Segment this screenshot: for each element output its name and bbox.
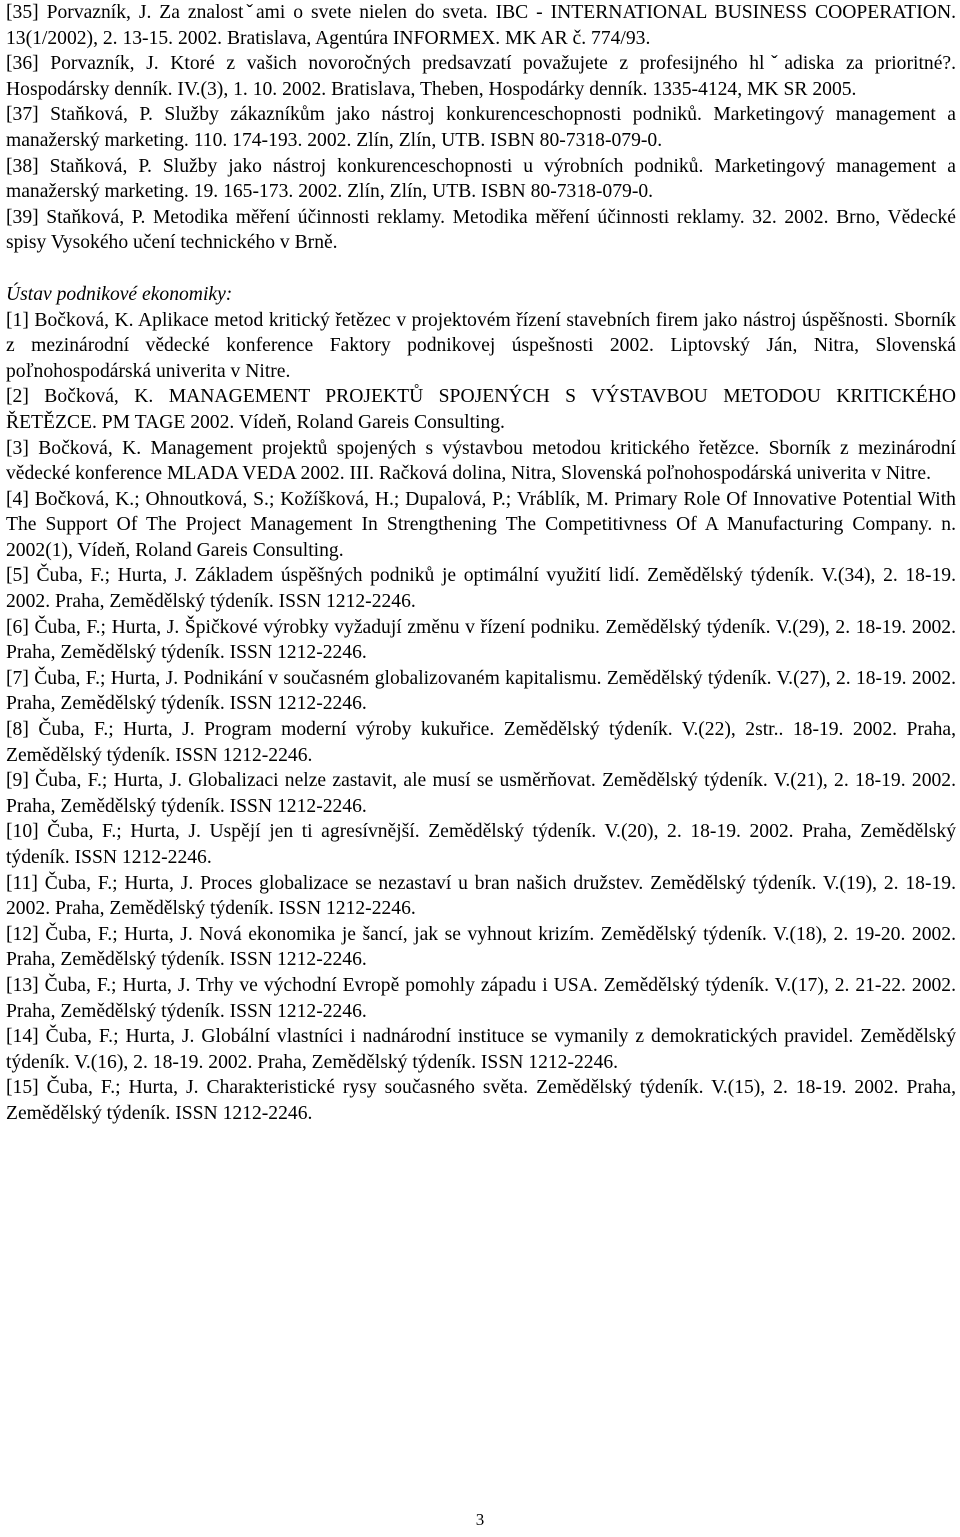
section-heading: Ústav podnikové ekonomiky: [6, 283, 233, 305]
reference-entry [6, 51, 956, 102]
reference-text: Bočková, K.; Ohnoutková, S.; Kožíšková, H.; Dupalová, P.; Vráblík, M. Primary Role Of Innovative Potential With The Support Of The Project Management In Strengthening The Competitivness Of A Manufacturing Company. n. 2002(1), Vídeň, Roland Gareis Consulting. [6, 488, 956, 561]
reference-text: Čuba, F.; Hurta, J. Program moderní výroby kukuřice. Zemědělský týdeník. V.(22), 2str.. 18-19. 2002. Praha, Zemědělský týdeník. ISSN 1212-2246. [6, 719, 956, 766]
reference-number: [9] [6, 770, 29, 792]
reference-number: [3] [6, 437, 29, 459]
reference-number: [8] [6, 719, 29, 741]
reference-entry [6, 487, 956, 564]
document-page [6, 0, 956, 1127]
reference-text: Bočková, K. MANAGEMENT PROJEKTŮ SPOJENÝCH S VÝSTAVBOU METODOU KRITICKÉHO ŘETĚZCE. PM TAGE 2002. Vídeň, Roland Gareis Consulting. [6, 386, 956, 433]
reference-entry [6, 436, 956, 487]
reference-number: [5] [6, 565, 29, 587]
reference-text: Čuba, F.; Hurta, J. Uspějí jen ti agresívnější. Zemědělský týdeník. V.(20), 2. 18-19. 2002. Praha, Zemědělský týdeník. ISSN 1212-2246. [6, 821, 956, 868]
reference-text: Bočková, K. Aplikace metod kritický řetězec v projektovém řízení stavebních firem jako nástroj úspěšnosti. Sborník z mezinárodní vědecké konference Faktory podnikovej úspešnosti 2002. Liptovský Ján, Nitra, Slovenská poľnohospodárská univerita v Nitre. [6, 309, 957, 382]
reference-number: [12] [6, 923, 39, 945]
reference-entry [6, 666, 956, 717]
reference-number: [7] [6, 667, 29, 689]
reference-entry [6, 1024, 956, 1075]
reference-text: Čuba, F.; Hurta, J. Špičkové výrobky vyžadují změnu v řízení podniku. Zemědělský týdeník. V.(29), 2. 18-19. 2002. Praha, Zemědělský týdeník. ISSN 1212-2246. [6, 616, 956, 664]
reference-entry [6, 717, 956, 768]
reference-number: [15] [6, 1077, 39, 1099]
reference-entry [6, 1075, 956, 1126]
reference-text: Čuba, F.; Hurta, J. Nová ekonomika je šancí, jak se vyhnout krizím. Zemědělský týdeník. V.(18), 2. 19-20. 2002. Praha, Zemědělský týdeník. ISSN 1212-2246. [6, 923, 956, 971]
reference-text: Staňková, P. Metodika měření účinnosti reklamy. Metodika měření účinnosti reklamy. 32. 2002. Brno, Vědecké spisy Vysokého učení technického v Brně. [6, 206, 956, 254]
reference-number: [10] [6, 821, 39, 843]
reference-entry [6, 768, 956, 819]
reference-number: [2] [6, 386, 29, 408]
reference-number: [37] [6, 104, 39, 126]
reference-entry [6, 308, 956, 385]
reference-number: [38] [6, 155, 39, 177]
section-spacer [6, 256, 956, 282]
reference-entry [6, 154, 956, 205]
reference-entry [6, 384, 956, 435]
reference-number: [11] [6, 872, 38, 894]
reference-entry [6, 563, 956, 614]
page-number: 3 [475, 1510, 485, 1529]
reference-entry [6, 871, 956, 922]
reference-text: Čuba, F.; Hurta, J. Charakteristické rysy současného světa. Zemědělský týdeník. V.(15), 2. 18-19. 2002. Praha, Zemědělský týdeník. ISSN 1212-2246. [6, 1077, 956, 1124]
reference-entry [6, 973, 956, 1024]
reference-number: [6] [6, 616, 29, 638]
reference-text: Bočková, K. Management projektů spojených s výstavbou metodou kritického řetězce. Sborník z mezinárodní vědecké konference MLADA VEDA 2002. III. Račková dolina, Nitra, Slovenská poľnohospodárská univerita v Nitre. [6, 437, 956, 485]
reference-entry [6, 205, 956, 256]
reference-text: Čuba, F.; Hurta, J. Trhy ve východní Evropě pomohly západu i USA. Zemědělský týdeník. V.(17), 2. 21-22. 2002. Praha, Zemědělský týdeník. ISSN 1212-2246. [6, 974, 956, 1022]
reference-number: [13] [6, 974, 39, 996]
reference-entry [6, 922, 956, 973]
reference-entry [6, 102, 956, 153]
reference-text: Staňková, P. Služby jako nástroj konkurenceschopnosti u výrobních podniků. Marketingový management a manažerský marketing. 19. 165-173. 2002. Zlín, Zlín, UTB. ISBN 80-7318-079-0. [6, 155, 956, 203]
reference-text: Čuba, F.; Hurta, J. Proces globalizace se nezastaví u bran našich družstev. Zemědělský týdeník. V.(19), 2. 18-19. 2002. Praha, Zemědělský týdeník. ISSN 1212-2246. [6, 872, 956, 920]
reference-text: Čuba, F.; Hurta, J. Základem úspěšných podniků je optimální využití lidí. Zemědělský týdeník. V.(34), 2. 18-19. 2002. Praha, Zemědělský týdeník. ISSN 1212-2246. [6, 565, 956, 613]
reference-entry [6, 615, 956, 666]
reference-text: Čuba, F.; Hurta, J. Podnikání v současném globalizovaném kapitalismu. Zemědělský týdeník. V.(27), 2. 18-19. 2002. Praha, Zemědělský týdeník. ISSN 1212-2246. [6, 667, 956, 715]
reference-text: Porvazník, J. Za znalostˇami o svete nielen do sveta. IBC - INTERNATIONAL BUSINESS COOPERATION. 13(1/2002), 2. 13-15. 2002. Bratislava, Agentúra INFORMEX. MK AR č. 774/93. [6, 2, 956, 49]
reference-text: Porvazník, J. Ktoré z vašich novoročných predsavzatí považujete z profesijného hlˇadiska za prioritné?. Hospodársky denník. IV.(3), 1. 10. 2002. Bratislava, Theben, Hospodárky denník. 1335-4124, MK SR 2005. [6, 53, 956, 100]
reference-number: [1] [6, 309, 29, 331]
reference-text: Staňková, P. Služby zákazníkům jako nástroj konkurenceschopnosti podniků. Marketingový management a manažerský marketing. 110. 174-193. 2002. Zlín, Zlín, UTB. ISBN 80-7318-079-0. [6, 104, 956, 151]
reference-number: [35] [6, 2, 39, 23]
reference-text: Čuba, F.; Hurta, J. Globální vlastníci i nadnárodní instituce se vymanily z demokratických pravidel. Zemědělský týdeník. V.(16), 2. 18-19. 2002. Praha, Zemědělský týdeník. ISSN 1212-2246. [6, 1026, 957, 1073]
reference-number: [4] [6, 488, 29, 510]
reference-number: [14] [6, 1026, 39, 1048]
reference-text: Čuba, F.; Hurta, J. Globalizaci nelze zastavit, ale musí se usměrňovat. Zemědělský týdeník. V.(21), 2. 18-19. 2002. Praha, Zemědělský týdeník. ISSN 1212-2246. [6, 770, 956, 817]
reference-number: [39] [6, 206, 39, 228]
reference-number: [36] [6, 53, 39, 75]
reference-entry [6, 819, 956, 870]
reference-entry [6, 0, 956, 51]
